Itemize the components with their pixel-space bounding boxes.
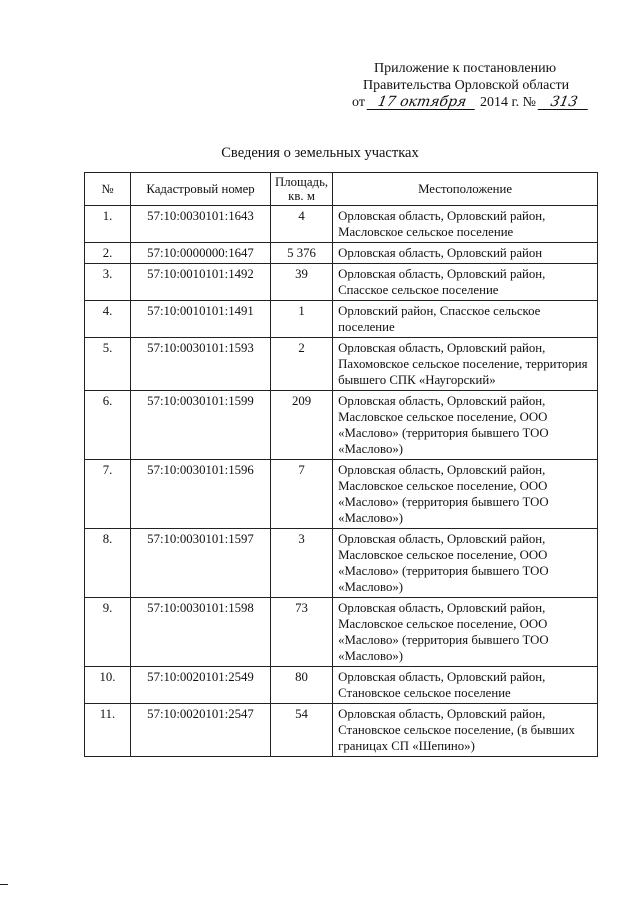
table-row	[85, 243, 598, 264]
header-area: Площадь, кв. м	[271, 173, 333, 206]
row-number: 8.	[85, 529, 131, 598]
row-number: 7.	[85, 460, 131, 529]
cadastral-number: 57:10:0010101:1492	[131, 264, 271, 301]
table-row	[85, 460, 598, 529]
row-number: 10.	[85, 667, 131, 704]
cadastral-number: 57:10:0000000:1647	[131, 243, 271, 264]
header-year: 2014 г. №	[479, 95, 536, 110]
row-number: 4.	[85, 301, 131, 338]
cadastral-number: 57:10:0030101:1643	[131, 206, 271, 243]
cadastral-number: 57:10:0030101:1597	[131, 529, 271, 598]
header-line-appendix: Приложение к постановлению	[374, 61, 557, 76]
handwritten-number: 313	[538, 95, 591, 110]
location: Орловская область, Орловский район, Масловское сельское поселение, ООО «Маслово» (территория бывшего ТОО «Маслово»)	[333, 460, 598, 529]
location: Орловская область, Орловский район, Масловское сельское поселение, ООО «Маслово» (территория бывшего ТОО «Маслово»)	[333, 391, 598, 460]
row-number: 9.	[85, 598, 131, 667]
location: Орловская область, Орловский район, Масловское сельское поселение, ООО «Маслово» (территория бывшего ТОО «Маслово»)	[333, 529, 598, 598]
location: Орловская область, Орловский район	[333, 243, 598, 264]
location: Орловская область, Орловский район, Становское сельское поселение	[333, 667, 598, 704]
header-line-government: Правительства Орловской области	[363, 78, 570, 93]
table-row	[85, 206, 598, 243]
row-number: 2.	[85, 243, 131, 264]
header-location: Местоположение	[333, 173, 598, 206]
row-number: 3.	[85, 264, 131, 301]
area-value: 54	[271, 704, 333, 757]
cadastral-number: 57:10:0010101:1491	[131, 301, 271, 338]
table-row	[85, 704, 598, 757]
cadastral-number: 57:10:0020101:2549	[131, 667, 271, 704]
handwritten-date: 17 октября	[367, 95, 478, 110]
document-header	[352, 60, 592, 111]
header-number: №	[85, 173, 131, 206]
area-value: 5 376	[271, 243, 333, 264]
location: Орловская область, Орловский район, Пахомовское сельское поселение, территория бывшего СПК «Наугорский»	[333, 338, 598, 391]
cadastral-number: 57:10:0030101:1593	[131, 338, 271, 391]
margin-mark	[0, 884, 8, 885]
area-value: 39	[271, 264, 333, 301]
area-value: 2	[271, 338, 333, 391]
location: Орловская область, Орловский район, Масловское сельское поселение	[333, 206, 598, 243]
row-number: 5.	[85, 338, 131, 391]
area-value: 80	[271, 667, 333, 704]
document-title: Сведения о земельных участках	[221, 145, 419, 161]
location: Орловская область, Орловский район, Становское сельское поселение, (в бывших границах СП «Шепино»)	[333, 704, 598, 757]
table-row	[85, 264, 598, 301]
table-row	[85, 529, 598, 598]
row-number: 11.	[85, 704, 131, 757]
area-value: 4	[271, 206, 333, 243]
table-row	[85, 338, 598, 391]
cadastral-number: 57:10:0030101:1596	[131, 460, 271, 529]
area-value: 3	[271, 529, 333, 598]
cadastral-number: 57:10:0020101:2547	[131, 704, 271, 757]
location: Орловская область, Орловский район, Спасское сельское поселение	[333, 264, 598, 301]
table-row	[85, 301, 598, 338]
header-cadastral: Кадастровый номер	[131, 173, 271, 206]
header-line-date	[352, 94, 592, 111]
area-value: 1	[271, 301, 333, 338]
cadastral-number: 57:10:0030101:1599	[131, 391, 271, 460]
location: Орловская область, Орловский район, Масловское сельское поселение, ООО «Маслово» (территория бывшего ТОО «Маслово»)	[333, 598, 598, 667]
row-number: 6.	[85, 391, 131, 460]
row-number: 1.	[85, 206, 131, 243]
area-value: 7	[271, 460, 333, 529]
header-ot: от	[352, 95, 365, 110]
table-row	[85, 667, 598, 704]
table-header-row	[85, 173, 598, 206]
area-value: 73	[271, 598, 333, 667]
area-value: 209	[271, 391, 333, 460]
table-row	[85, 598, 598, 667]
location: Орловский район, Спасское сельское поселение	[333, 301, 598, 338]
table-row	[85, 391, 598, 460]
land-plots-table	[84, 172, 598, 757]
cadastral-number: 57:10:0030101:1598	[131, 598, 271, 667]
